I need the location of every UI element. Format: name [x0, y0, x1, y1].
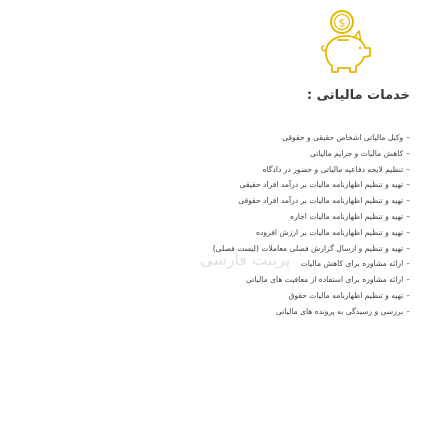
services-list	[20, 130, 410, 320]
list-item: –ارائه مشاوره برای کاهش مالیات	[300, 259, 410, 269]
list-item: –تنظیم لایحه دفاعیه مالیاتی و حضور در دادگاه	[262, 164, 410, 174]
list-item: –تهیه و تنظیم اظهارنامه مالیات بر درآمد افراد حقیقی	[239, 180, 410, 190]
svg-text:$: $	[338, 16, 346, 30]
list-item: –بررسی و رسیدگی به پرونده های مالیاتی	[275, 306, 410, 316]
list-item: –تهیه و تنظیم اظهارنامه مالیات بر ارزش افزوده	[256, 227, 410, 237]
list-item: –تهیه و تنظیم اظهارنامه مالیات اجاره	[290, 211, 410, 221]
list-item: –وکیل مالیاتی اشخاص حقیقی و حقوقی	[282, 133, 410, 142]
list-item: –کاهش مالیات و جرایم مالیاتی	[309, 148, 410, 158]
list-item: –تهیه و تنظیم و ارسال گزارش فصلی معاملات (لیست فصلی)	[212, 243, 410, 253]
list-item: –تهیه و تنظیم اظهارنامه مالیات بر درآمد افراد حقوقی	[238, 196, 410, 206]
list-item: –تهیه و تنظیم اظهارنامه مالیات حقوق	[288, 290, 410, 300]
watermark: پرینت فارسی	[200, 250, 291, 269]
section-title: خدمات مالیاتی :	[306, 88, 410, 103]
piggy-bank-dollar-icon	[304, 8, 380, 78]
list-item: –ارائه مشاوره برای استفاده از معافیت های مالیاتی	[245, 275, 410, 285]
